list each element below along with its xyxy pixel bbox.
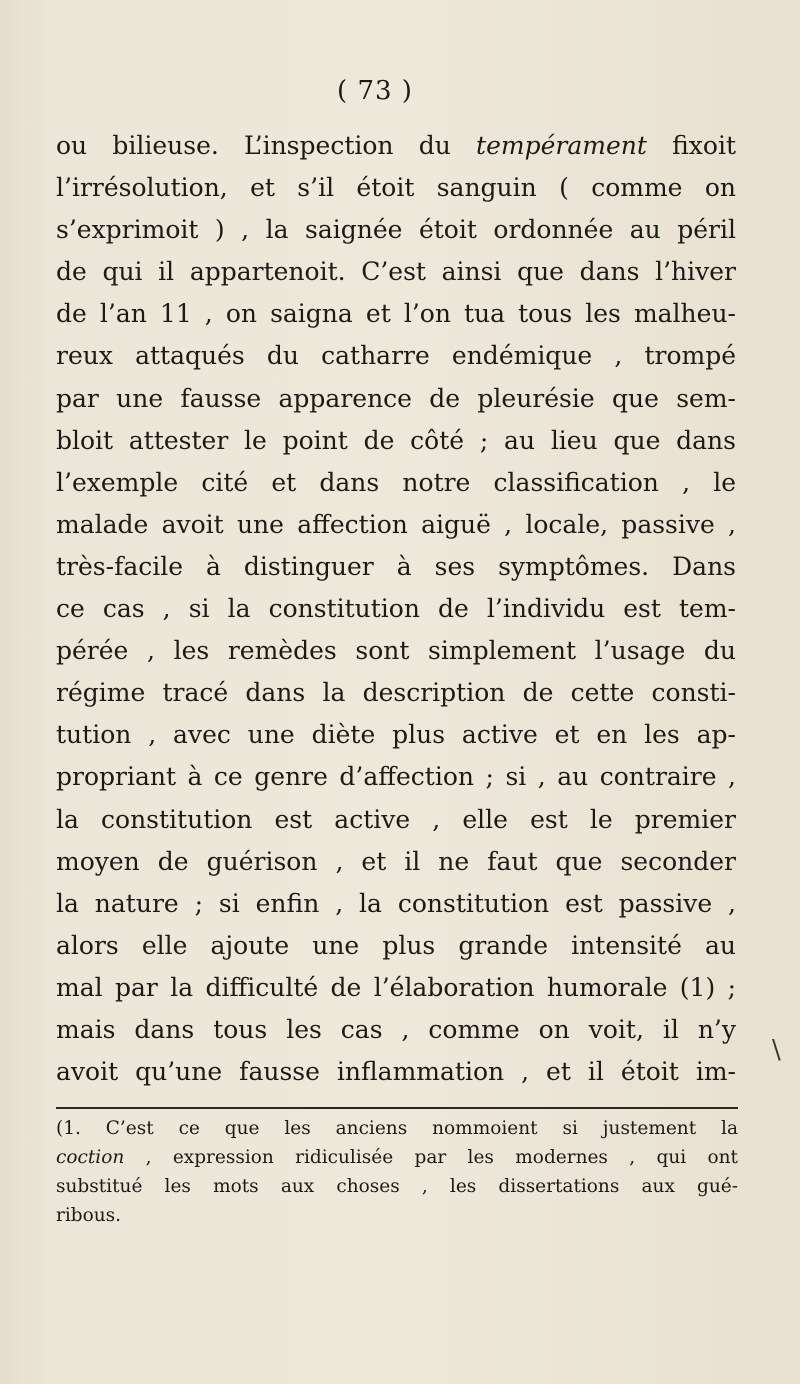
footnote-line: coction , expression ridiculisée par les modernes , qui ont — [56, 1147, 738, 1168]
footnote-line: ribous. — [56, 1205, 122, 1226]
page-number: ( 73 ) — [337, 76, 413, 106]
text-line: pérée , les remèdes sont simplement l’usage du — [56, 636, 736, 666]
footnote-divider — [56, 1107, 738, 1109]
text-line: ce cas , si la constitution de l’individu est tem- — [56, 594, 736, 624]
text-line: reux attaqués du catharre endémique , trompé — [56, 341, 736, 371]
italic-word: coction — [56, 1147, 125, 1168]
footnote-line: (1. C’est ce que les anciens nommoient si justement la — [56, 1118, 738, 1139]
text-line: par une fausse apparence de pleurésie que sem- — [56, 383, 736, 413]
text-line: très-facile à distinguer à ses symptômes. Dans — [56, 551, 736, 581]
text-line: moyen de guérison , et il ne faut que seconder — [56, 846, 736, 876]
text-line: la nature ; si enfin , la constitution est passive , — [56, 888, 736, 918]
text-line: malade avoit une affection aiguë , locale, passive , — [56, 509, 736, 539]
text-line: mal par la difficulté de l’élaboration humorale (1) ; — [56, 972, 736, 1002]
text-line: de qui il appartenoit. C’est ainsi que dans l’hiver — [56, 257, 736, 287]
text-line: s’exprimoit ) , la saignée étoit ordonnée au péril — [56, 215, 736, 245]
italic-word: tempérament — [476, 131, 647, 160]
text-line: propriant à ce genre d’affection ; si , au contraire , — [56, 762, 736, 792]
text-line: avoit qu’une fausse inflammation , et il étoit im- — [56, 1057, 736, 1087]
margin-mark: \ — [772, 1035, 781, 1065]
text-line: la constitution est active , elle est le premier — [56, 804, 736, 834]
text-line: alors elle ajoute une plus grande intensité au — [56, 930, 736, 960]
text-line: régime tracé dans la description de cette consti- — [56, 678, 736, 708]
text-line: ou bilieuse. L’inspection du tempérament fixoit — [56, 131, 736, 160]
footnote — [56, 1114, 738, 1230]
text-line: tution , avec une diète plus active et en les ap- — [56, 720, 736, 750]
body-text — [56, 125, 736, 1093]
text-line: l’exemple cité et dans notre classification , le — [56, 467, 736, 497]
text-line: bloit attester le point de côté ; au lieu que dans — [56, 425, 736, 455]
text-line: de l’an 11 , on saigna et l’on tua tous les malheu- — [56, 299, 736, 329]
text-line: l’irrésolution, et s’il étoit sanguin ( comme on — [56, 173, 736, 203]
text-line: mais dans tous les cas , comme on voit, il n’y — [56, 1014, 736, 1044]
footnote-line: substitué les mots aux choses , les dissertations aux gué- — [56, 1176, 738, 1197]
